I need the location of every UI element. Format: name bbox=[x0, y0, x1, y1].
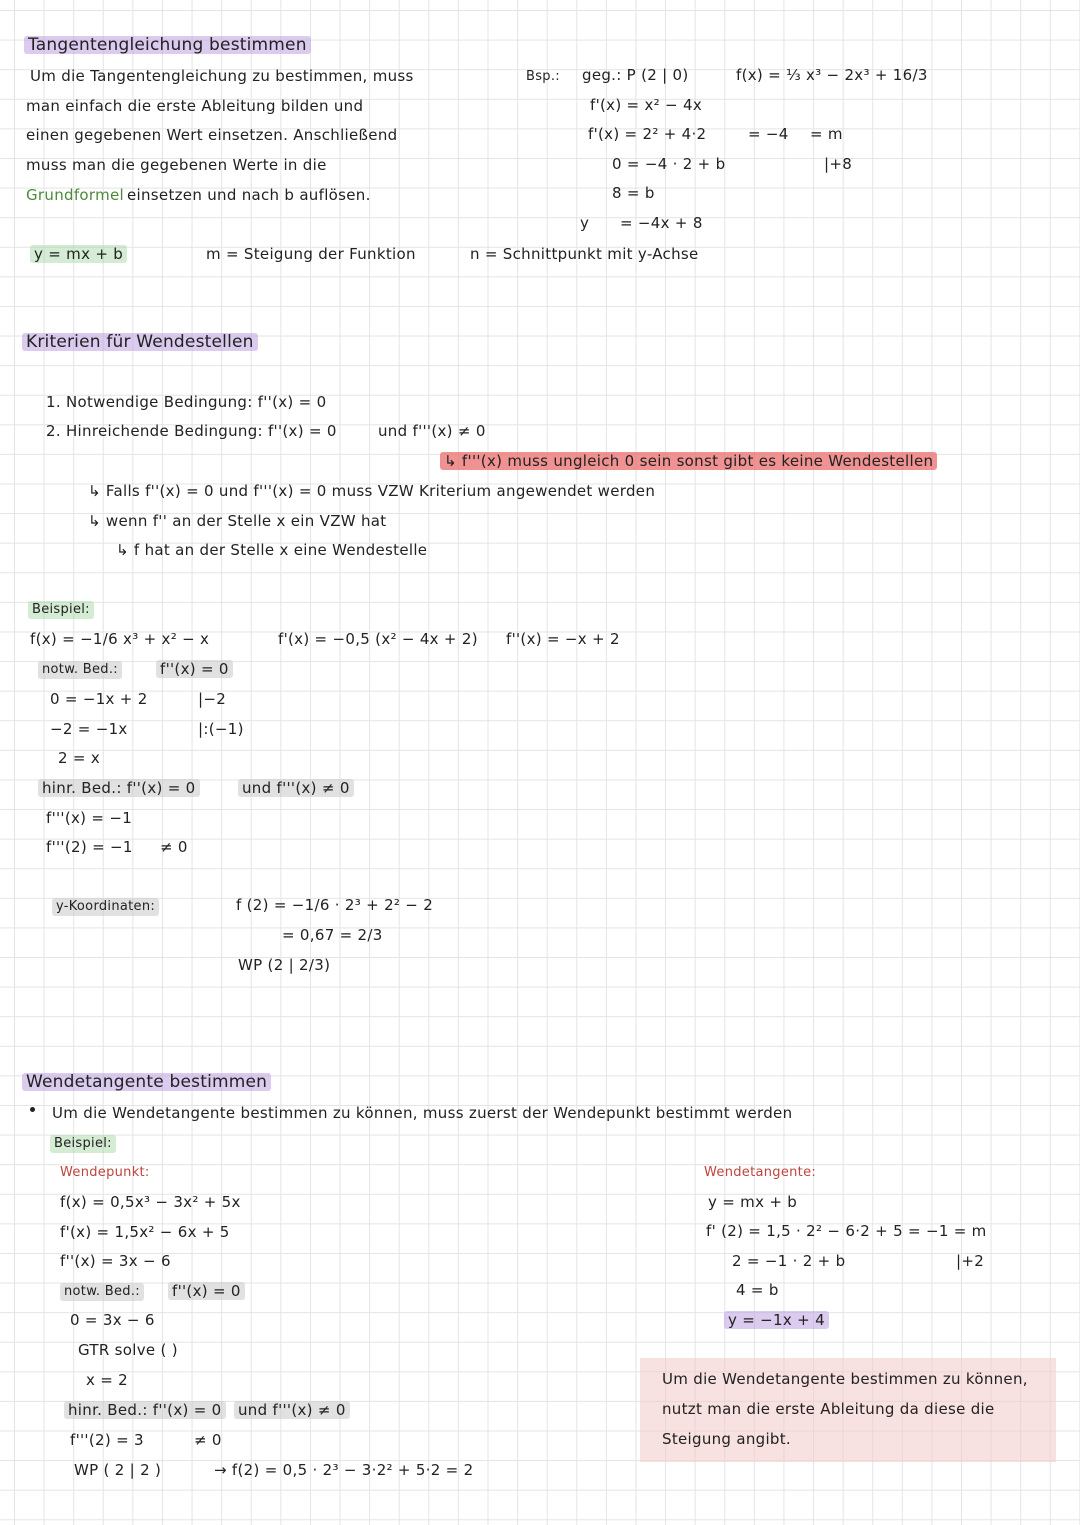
inflection-tangent-intro: Um die Wendetangente bestimmen zu können, muss zuerst der Wendepunkt bestimmt werden bbox=[52, 1104, 793, 1122]
bullet-dot bbox=[30, 1107, 35, 1112]
example1-y-result: = 0,67 = 2/3 bbox=[282, 926, 383, 944]
summary-note-line: Steigung angibt. bbox=[662, 1430, 791, 1448]
inflection-first-derivative: f'(x) = 1,5x² − 6x + 5 bbox=[60, 1223, 230, 1241]
tangent-at-inflection-result: y = −1x + 4 bbox=[724, 1311, 829, 1329]
inflection-check: ≠ 0 bbox=[194, 1431, 222, 1449]
criteria-note: ↳ wenn f'' an der Stelle x ein VZW hat bbox=[88, 512, 387, 530]
example1-necessary-condition: f''(x) = 0 bbox=[156, 660, 233, 678]
example1-second-derivative: f''(x) = −x + 2 bbox=[506, 630, 620, 648]
inflection-second-derivative: f''(x) = 3x − 6 bbox=[60, 1252, 171, 1270]
criteria-note: ↳ f hat an der Stelle x eine Wendestelle bbox=[116, 541, 428, 559]
inflection-sufficient-label: hinr. Bed.: f''(x) = 0 bbox=[64, 1401, 226, 1419]
example-slope-m: = m bbox=[810, 125, 843, 143]
summary-note-line: Um die Wendetangente bestimmen zu können, bbox=[662, 1370, 1028, 1388]
tangent-title: Tangentengleichung bestimmen bbox=[24, 36, 311, 54]
example1-step-note: |−2 bbox=[198, 690, 227, 708]
tangent-at-inflection-step: 2 = −1 · 2 + b bbox=[732, 1252, 846, 1270]
summary-note-line: nutzt man die erste Ableitung da diese die bbox=[662, 1400, 995, 1418]
inflection-point-label: Wendepunkt: bbox=[60, 1165, 150, 1180]
example-equation: 8 = b bbox=[612, 184, 655, 202]
inflection-y-calc: → f(2) = 0,5 · 2³ − 3·2² + 5·2 = 2 bbox=[214, 1461, 474, 1479]
example-tangent-result: = −4x + 8 bbox=[620, 214, 703, 232]
example1-function: f(x) = −1/6 x³ + x² − x bbox=[30, 630, 210, 648]
tangent-at-inflection-formula: y = mx + b bbox=[708, 1193, 798, 1211]
criteria-necessary: 1. Notwendige Bedingung: f''(x) = 0 bbox=[46, 393, 327, 411]
example1-label: Beispiel: bbox=[28, 601, 94, 619]
inflection-step: 0 = 3x − 6 bbox=[70, 1311, 155, 1329]
criteria-sufficient: 2. Hinreichende Bedingung: f''(x) = 0 bbox=[46, 422, 337, 440]
tangent-at-inflection-step: 4 = b bbox=[736, 1281, 779, 1299]
summary-note-box bbox=[640, 1358, 1056, 1462]
example-step-note: |+8 bbox=[824, 155, 853, 173]
example1-y-calc: f (2) = −1/6 · 2³ + 2² − 2 bbox=[236, 896, 434, 914]
criteria-note: ↳ Falls f''(x) = 0 und f'''(x) = 0 muss VZW Kriterium angewendet werden bbox=[88, 482, 656, 500]
example1-inflection-point: WP (2 | 2/3) bbox=[238, 956, 331, 974]
example-derivative-result: = −4 bbox=[748, 125, 789, 143]
inflection-sufficient-condition: und f'''(x) ≠ 0 bbox=[234, 1401, 350, 1419]
tangent-keyword-grundformel: Grundformel bbox=[26, 186, 124, 204]
example1-first-derivative: f'(x) = −0,5 (x² − 4x + 2) bbox=[278, 630, 478, 648]
criteria-warning: ↳ f'''(x) muss ungleich 0 sein sonst gibt es keine Wendestellen bbox=[440, 452, 937, 470]
example1-necessary-label: notw. Bed.: bbox=[38, 661, 122, 679]
example1-third-derivative: f'''(x) = −1 bbox=[46, 809, 133, 827]
example-derivative-value: f'(x) = 2² + 4·2 bbox=[588, 125, 707, 143]
tangent-text-line: Um die Tangentengleichung zu bestimmen, muss bbox=[30, 67, 414, 85]
criteria-sufficient-condition: und f'''(x) ≠ 0 bbox=[378, 422, 486, 440]
example1-sufficient-label: hinr. Bed.: f''(x) = 0 bbox=[38, 779, 200, 797]
slope-definition: m = Steigung der Funktion bbox=[206, 245, 416, 263]
inflection-gtr: GTR solve ( ) bbox=[78, 1341, 178, 1359]
example-derivative: f'(x) = x² − 4x bbox=[590, 96, 703, 114]
example1-third-derivative-value: f'''(2) = −1 bbox=[46, 838, 133, 856]
example-equation: 0 = −4 · 2 + b bbox=[612, 155, 726, 173]
inflection-necessary-condition: f''(x) = 0 bbox=[168, 1282, 245, 1300]
example1-step: 0 = −1x + 2 bbox=[50, 690, 148, 708]
example1-sufficient-condition: und f'''(x) ≠ 0 bbox=[238, 779, 354, 797]
example1-step-note: |:(−1) bbox=[198, 720, 244, 738]
inflection-tangent-title: Wendetangente bestimmen bbox=[22, 1073, 271, 1091]
inflection-example-label: Beispiel: bbox=[50, 1135, 116, 1153]
tangent-at-inflection-step-note: |+2 bbox=[956, 1252, 985, 1270]
tangent-text-line: muss man die gegebenen Werte in die bbox=[26, 156, 327, 174]
example1-check: ≠ 0 bbox=[160, 838, 188, 856]
inflection-third-derivative: f'''(2) = 3 bbox=[70, 1431, 144, 1449]
example-function: f(x) = ⅓ x³ − 2x³ + 16/3 bbox=[736, 66, 928, 84]
example-given: geg.: P (2 | 0) bbox=[582, 66, 689, 84]
tangent-at-inflection-label: Wendetangente: bbox=[704, 1165, 817, 1180]
tangent-text-line: einsetzen und nach b auflösen. bbox=[127, 186, 371, 204]
inflection-step: x = 2 bbox=[86, 1371, 129, 1389]
inflection-point-result: WP ( 2 | 2 ) bbox=[74, 1461, 162, 1479]
example1-step: −2 = −1x bbox=[50, 720, 128, 738]
criteria-title: Kriterien für Wendestellen bbox=[22, 333, 258, 351]
tangent-at-inflection-slope: f' (2) = 1,5 · 2² − 6·2 + 5 = −1 = m bbox=[706, 1222, 987, 1240]
tangent-text-line: einen gegebenen Wert einsetzen. Anschließend bbox=[26, 126, 398, 144]
example1-y-coord-label: y-Koordinaten: bbox=[52, 898, 159, 916]
example-y-label: y bbox=[580, 214, 590, 232]
example-label: Bsp.: bbox=[526, 69, 560, 84]
example1-step: 2 = x bbox=[58, 749, 101, 767]
inflection-necessary-label: notw. Bed.: bbox=[60, 1283, 144, 1301]
intercept-definition: n = Schnittpunkt mit y-Achse bbox=[470, 245, 699, 263]
inflection-function: f(x) = 0,5x³ − 3x² + 5x bbox=[60, 1193, 241, 1211]
tangent-formula: y = mx + b bbox=[30, 245, 127, 263]
tangent-text-line: man einfach die erste Ableitung bilden und bbox=[26, 97, 364, 115]
